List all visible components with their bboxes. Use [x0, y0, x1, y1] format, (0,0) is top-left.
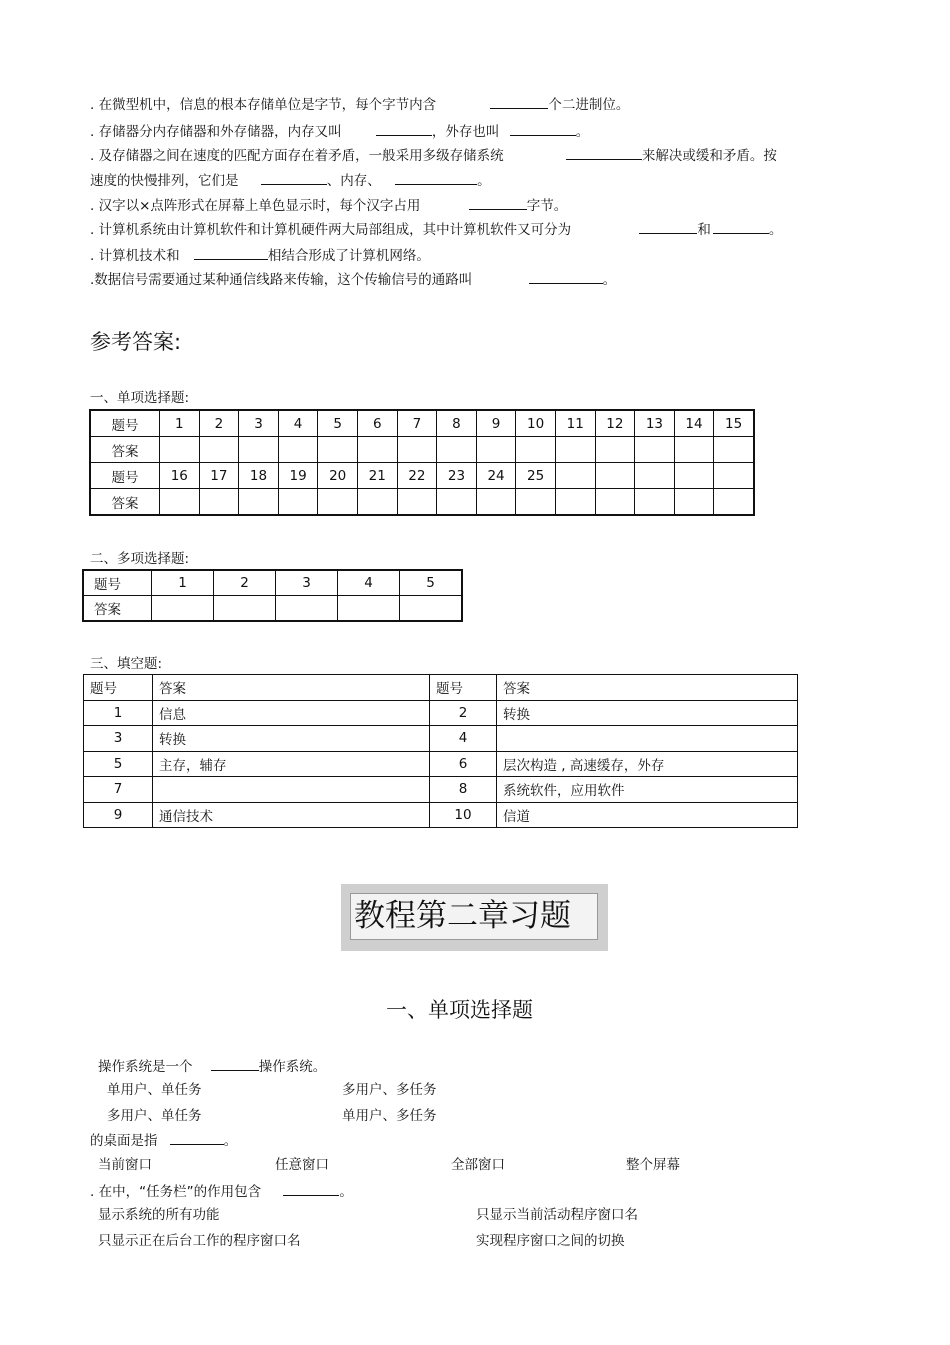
chapter-title-box: [341, 884, 608, 951]
single-choice-answer-table: [89, 409, 755, 516]
table-cell: 9: [476, 410, 516, 437]
table-cell: 信道: [497, 802, 798, 828]
table-cell: [555, 437, 595, 463]
table-cell: 17: [199, 463, 239, 489]
table-cell: [674, 437, 714, 463]
table-cell: 系统软件，应用软件: [497, 777, 798, 803]
table-cell: [635, 463, 675, 489]
table-cell: [214, 596, 276, 622]
table-cell: 22: [397, 463, 437, 489]
table-cell: 1: [84, 700, 153, 726]
table-cell: [516, 437, 556, 463]
question-text: 和: [697, 222, 711, 238]
question-text: 相结合形成了计算机网络。: [267, 248, 430, 264]
table-cell: 3: [239, 410, 279, 437]
table-header-cell: 答案: [90, 489, 160, 516]
table-cell: 4: [430, 726, 497, 752]
fill-question-2: [90, 123, 589, 140]
fill-answer-table: [83, 674, 798, 828]
table-cell: 4: [338, 570, 400, 596]
table-cell: 5: [400, 570, 463, 596]
table-cell: 层次构造 , 高速缓存，外存: [497, 751, 798, 777]
chapter-title: 教程第二章习题: [350, 893, 598, 940]
table-cell: [516, 489, 556, 516]
answer-blank: [376, 123, 432, 136]
fill-heading: 三、填空题:: [90, 656, 163, 672]
question-text: . 汉字以×点阵形式在屏幕上单色显示时，每个汉字占用: [90, 198, 421, 214]
table-cell: [476, 437, 516, 463]
table-cell: [152, 596, 214, 622]
answer-blank: [510, 123, 576, 136]
table-cell: 3: [276, 570, 338, 596]
table-cell: 8: [437, 410, 477, 437]
table-header-cell: 答案: [90, 437, 160, 463]
table-cell: 2: [214, 570, 276, 596]
table-cell: 9: [84, 802, 153, 828]
table-header-cell: 题号: [83, 570, 152, 596]
table-cell: 23: [437, 463, 477, 489]
table-cell: [276, 596, 338, 622]
table-row: [90, 410, 754, 437]
table-cell: 6: [357, 410, 397, 437]
chapter-question-3: [90, 1183, 353, 1200]
table-cell: [160, 489, 200, 516]
table-cell: 16: [160, 463, 200, 489]
option: 多用户、多任务: [342, 1082, 437, 1098]
table-cell: [318, 437, 358, 463]
table-cell: 12: [595, 410, 635, 437]
table-cell: 6: [430, 751, 497, 777]
table-cell: [674, 463, 714, 489]
table-cell: [278, 437, 318, 463]
table-cell: [476, 489, 516, 516]
question-text: 个二进制位。: [548, 97, 630, 113]
question-text: 。: [768, 222, 783, 238]
table-cell: [635, 489, 675, 516]
option: 显示系统的所有功能: [98, 1207, 220, 1223]
table-cell: [153, 777, 430, 803]
table-cell: [160, 437, 200, 463]
option: 只显示当前活动程序窗口名: [476, 1207, 638, 1223]
table-cell: 5: [318, 410, 358, 437]
reference-answers-title: 参考答案:: [90, 330, 182, 354]
table-row: [90, 437, 754, 463]
question-text: 。: [575, 124, 590, 140]
table-row: [84, 726, 798, 752]
table-row: [84, 777, 798, 803]
answer-blank: [194, 247, 268, 260]
table-cell: [497, 726, 798, 752]
table-cell: 转换: [153, 726, 430, 752]
table-cell: [635, 437, 675, 463]
answer-blank: [170, 1132, 224, 1145]
table-row: [83, 596, 462, 622]
table-cell: [555, 463, 595, 489]
table-cell: [338, 596, 400, 622]
table-cell: 24: [476, 463, 516, 489]
option: 只显示正在后台工作的程序窗口名: [98, 1233, 301, 1249]
table-cell: 2: [430, 700, 497, 726]
table-cell: 13: [635, 410, 675, 437]
answer-blank: [211, 1058, 259, 1071]
question-text: . 计算机系统由计算机软件和计算机硬件两大局部组成，其中计算机软件又可分为: [90, 222, 572, 238]
question-text: 速度的快慢排列，它们是: [90, 173, 239, 189]
answer-blank: [261, 172, 327, 185]
table-cell: [397, 489, 437, 516]
table-header-cell: 答案: [83, 596, 152, 622]
table-cell: 11: [555, 410, 595, 437]
table-cell: 通信技术: [153, 802, 430, 828]
table-cell: 2: [199, 410, 239, 437]
option: 单用户、单任务: [107, 1082, 202, 1098]
table-row: [84, 700, 798, 726]
table-cell: [278, 489, 318, 516]
table-cell: 10: [430, 802, 497, 828]
table-row: [90, 463, 754, 489]
question-text: 的桌面是指: [90, 1133, 158, 1149]
table-cell: [714, 463, 754, 489]
chapter-question-2: [90, 1132, 237, 1149]
question-text: .数据信号需要通过某种通信线路来传输，这个传输信号的通路叫: [90, 272, 473, 288]
question-text: 、内存、: [326, 173, 381, 189]
table-cell: [199, 437, 239, 463]
option: 全部窗口: [451, 1157, 505, 1173]
question-text: 。: [223, 1133, 238, 1149]
answer-blank: [283, 1183, 339, 1196]
table-cell: [674, 489, 714, 516]
table-cell: [400, 596, 463, 622]
table-cell: 1: [160, 410, 200, 437]
table-cell: [714, 489, 754, 516]
question-text: 。: [477, 173, 491, 189]
single-choice-heading: 一、单项选择题:: [90, 390, 190, 406]
table-cell: [714, 437, 754, 463]
table-header-cell: 题号: [90, 463, 160, 489]
table-cell: [239, 437, 279, 463]
option: 多用户、单任务: [107, 1108, 202, 1124]
fill-question-1: [90, 96, 629, 113]
table-cell: 1: [152, 570, 214, 596]
table-cell: [318, 489, 358, 516]
table-cell: [397, 437, 437, 463]
table-cell: 8: [430, 777, 497, 803]
table-cell: 14: [674, 410, 714, 437]
table-cell: 18: [239, 463, 279, 489]
question-text: . 及存储器之间在速度的匹配方面存在着矛盾，一般采用多级存储系统: [90, 148, 504, 164]
fill-question-3-cont: [90, 172, 491, 189]
table-cell: [595, 463, 635, 489]
question-text: . 存储器分内存储器和外存储器，内存又叫: [90, 124, 342, 140]
answer-blank: [639, 221, 697, 234]
question-text: . 计算机技术和: [90, 248, 180, 264]
option: 当前窗口: [98, 1157, 152, 1173]
table-cell: [357, 437, 397, 463]
question-text: ，外存也叫: [431, 124, 500, 140]
question-text: 来解决或缓和矛盾。按: [641, 148, 777, 164]
table-cell: 10: [516, 410, 556, 437]
table-cell: 21: [357, 463, 397, 489]
fill-question-7: [90, 271, 616, 288]
table-cell: 3: [84, 726, 153, 752]
question-text: 操作系统是一个: [98, 1059, 193, 1075]
question-text: . 在中，“任务栏”的作用包含: [90, 1184, 262, 1200]
table-cell: 主存，辅存: [153, 751, 430, 777]
table-cell: [199, 489, 239, 516]
table-cell: 4: [278, 410, 318, 437]
question-text: 操作系统。: [258, 1059, 327, 1075]
table-cell: [555, 489, 595, 516]
table-cell: [437, 437, 477, 463]
table-row: [84, 675, 798, 701]
table-cell: 25: [516, 463, 556, 489]
table-cell: [437, 489, 477, 516]
option: 任意窗口: [275, 1157, 329, 1173]
table-cell: [595, 437, 635, 463]
table-header-cell: 题号: [90, 410, 160, 437]
table-header-cell: 答案: [153, 675, 430, 701]
answer-blank: [566, 147, 642, 160]
table-cell: 信息: [153, 700, 430, 726]
table-cell: 15: [714, 410, 754, 437]
table-cell: 5: [84, 751, 153, 777]
multi-choice-heading: 二、多项选择题:: [90, 551, 190, 567]
question-text: 字节。: [526, 198, 568, 214]
fill-question-3: [90, 147, 777, 164]
table-row: [84, 802, 798, 828]
option: 单用户、多任务: [342, 1108, 437, 1124]
fill-question-5: [90, 221, 782, 238]
table-cell: 19: [278, 463, 318, 489]
table-cell: 20: [318, 463, 358, 489]
section-title: 一、单项选择题: [386, 998, 533, 1022]
table-cell: [357, 489, 397, 516]
option: 整个屏幕: [626, 1157, 680, 1173]
answer-blank: [490, 96, 548, 109]
table-cell: [595, 489, 635, 516]
table-row: [84, 751, 798, 777]
table-row: [83, 570, 462, 596]
multi-choice-answer-table: [82, 569, 463, 622]
answer-blank: [469, 197, 527, 210]
fill-question-4: [90, 197, 567, 214]
chapter-question-1: [98, 1058, 326, 1075]
table-header-cell: 答案: [497, 675, 798, 701]
table-row: [90, 489, 754, 516]
question-text: 。: [339, 1184, 353, 1200]
table-cell: 7: [84, 777, 153, 803]
table-header-cell: 题号: [84, 675, 153, 701]
question-text: 。: [602, 272, 617, 288]
table-cell: 转换: [497, 700, 798, 726]
answer-blank: [713, 221, 769, 234]
fill-question-6: [90, 247, 430, 264]
table-cell: 7: [397, 410, 437, 437]
table-cell: [239, 489, 279, 516]
answer-blank: [395, 172, 477, 185]
answer-blank: [529, 271, 603, 284]
option: 实现程序窗口之间的切换: [476, 1233, 625, 1249]
table-header-cell: 题号: [430, 675, 497, 701]
question-text: . 在微型机中，信息的根本存储单位是字节，每个字节内含: [90, 97, 437, 113]
